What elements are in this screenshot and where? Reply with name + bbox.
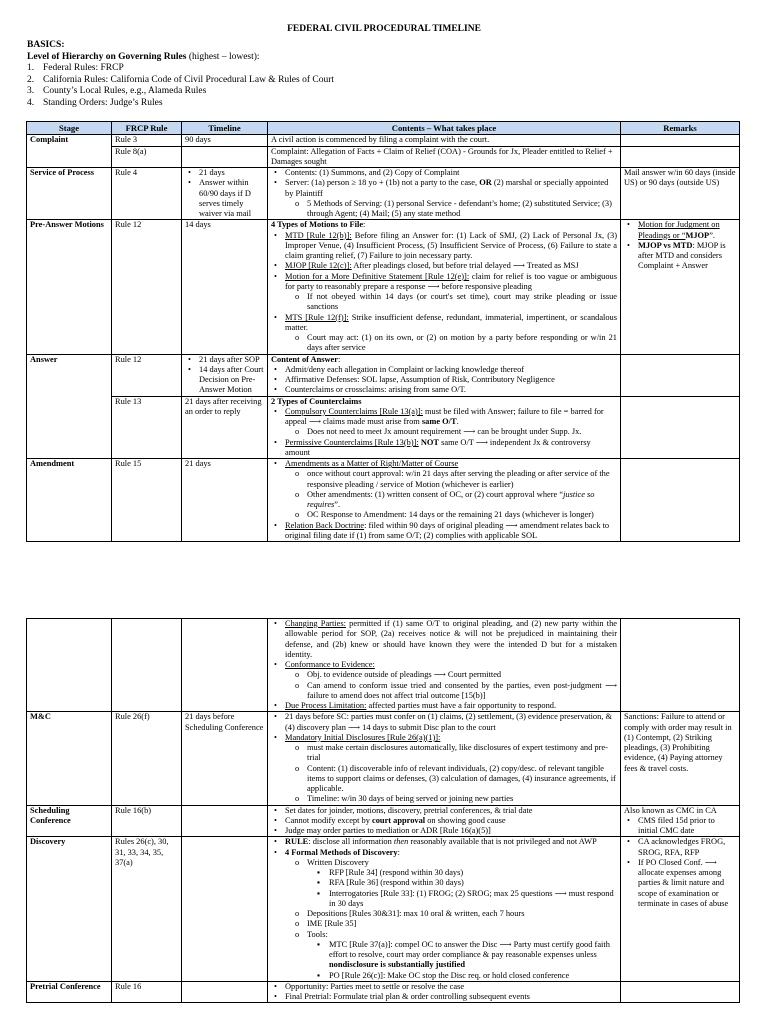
remarks-cell: • CA acknowledges FROG, SROG, RFA, RFP • If PO Closed Conf. ⟶ allocate expenses among parties & limit nature and scope of examination or terminate in cases of abuse [621,837,740,982]
contents-cell: • Amendments as a Matter of Right/Matter of Course o once without court approval: w/in 21 days after serving the pleading or after service of the responsive pleading / service of Motion (whichever is earlier) o Other amendments: (1) written consent of OC, or (2) court approval where “justice so requires”. o OC Response to Amendment: 14 days or the remaining 21 days (whichever is longer) • Relation Back Doctrine: filed within 90 days of original pleading ⟶ amendment relates back to original filing date if (1) from same O/T; (2) complies with applicable SOL [268,459,621,542]
remarks-cell [621,354,740,396]
stage-cell: Scheduling Conference [27,805,112,837]
remarks-cell [621,619,740,712]
stage-cell: Pre-Answer Motions [27,220,112,354]
timeline-cell: • 21 days • Answer within 60/90 days if D serves timely waiver via mail [182,168,268,220]
header-rule: FRCP Rule [112,122,182,135]
basics-heading: BASICS: [27,40,65,50]
contents-cell: • Changing Parties: permitted if (1) same O/T to original pleading, and (2) new party within the allowable period for SOP, (2a) receives notice & will not be prejudiced in maintaining their defense, and (2b) knew or should have known they were the intended D but for a mistaken identity. • Conformance to Evidence: o Obj. to evidence outside of pleadings ⟶ Court permitted o Can amend to conform issue tried and consented by the parties, even post-judgment ⟶ failure to amend does not affect trial outcome [15(b)] • Due Process Limitation: affected parties must have a fair opportunity to respond. [268,619,621,712]
rule-cell: Rule 4 [112,168,182,220]
timeline-table-2 [26,618,740,1003]
table-row [27,146,740,168]
table-row [27,459,740,542]
stage-cell: Complaint [27,135,112,168]
stage-cell: Amendment [27,459,112,542]
contents-cell: • 21 days before SC: parties must confer on (1) claims, (2) settlement, (3) evidence preservation, & (4) discovery plan ⟶ 14 days to submit Disc plan to the court • Mandatory Initial Disclosures [Rule 26(a)(1)]: o must make certain disclosures automatically, like disclosures of expert testimony and pre-trial o Content: (1) discoverable info of relevant individuals, (2) copy/desc. of relevant tangible items to support claims or defenses, (3) calculation of damages, (4) insurance agreements, if applicable. o Timeline: w/in 30 days of being served or joining new parties [268,712,621,805]
rule-cell: Rule 13 [112,396,182,459]
table-row [27,805,740,837]
timeline-cell: 21 days [182,459,268,542]
timeline-cell: 21 days after receiving an order to reply [182,396,268,459]
table-row [27,396,740,459]
stage-cell: Service of Process [27,168,112,220]
table-row [27,220,740,354]
remarks-cell [621,146,740,168]
remarks-cell [621,459,740,542]
rule-cell: Rule 26(f) [112,712,182,805]
header-contents: Contents – What takes place [268,122,621,135]
list-item: 4. Standing Orders: Judge’s Rules [27,97,163,108]
contents-cell: Content of Answer: • Admit/deny each allegation in Complaint or lacking knowledge thereof • Affirmative Defenses: SOL lapse, Assumption of Risk, Contributory Negligence • Counterclaims or crossclaims: arising from same O/T. [268,354,621,396]
contents-cell: • Contents: (1) Summons, and (2) Copy of Complaint • Server: (1a) person ≥ 18 yo + (1b) not a party to the case, OR (2) marshal or specially appointed by Plaintiff o 5 Methods of Serving: (1) personal Service - defendant’s home; (2) substituted Service; (3) through Agent; (4) Mail; (5) any state method [268,168,621,220]
table-row [27,837,740,982]
rule-cell: Rule 16(b) [112,805,182,837]
contents-cell: 4 Types of Motions to File: • MTD [Rule 12(b)]: Before filing an Answer for: (1) Lack of SMJ, (2) Lack of Personal Jx, (3) Improper Venue, (4) Insufficient Process, (5) Insufficient Service of Process, (6) Failure to state a claim granting relief, (7) Failure to join necessary party. • MJOP [Rule 12(c)]: After pleadings closed, but before trial delayed ⟶ Treated as MSJ • Motion for a More Definitive Statement [Rule 12(e)]: claim for relief is too vague or ambiguous for party to reasonably prepare a response ⟶ before responsive pleading o If not obeyed within 14 days (or court's set time), court may strike pleading or issue sanctions • MTS [Rule 12(f)]: Strike insufficient defense, redundant, immaterial, impertinent, or scandalous matter. o Court may act: (1) on its own, or (2) on motion by a party before responding or w/in 21 days after service [268,220,621,354]
contents-cell: • RULE: disclose all information then reasonably available that is not privileged and not AWP • 4 Formal Methods of Discovery: o Written Discovery ▪ RFP [Rule 34] (respond within 30 days) ▪ RFA [Rule 36] (respond within 30 days) ▪ Interrogatories [Rule 33]: (1) FROG; (2) SROG; max 25 questions ⟶ must respond in 30 days o Depositions [Rules 30&31]: max 10 oral & written, each 7 hours o IME [Rule 35] o Tools: ▪ MTC [Rule 37(a)]: compel OC to answer the Disc ⟶ Party must certify good faith effort to resolve, court may order compliance & pay reasonable expenses unless nondisclosure is substantially justified ▪ PO [Rule 26(c)]: Make OC stop the Disc req. or hold closed conference [268,837,621,982]
rule-cell: Rule 15 [112,459,182,542]
remarks-cell [621,135,740,146]
timeline-cell [182,146,268,168]
timeline-cell: 21 days before Scheduling Conference [182,712,268,805]
rule-cell: Rule 8(a) [112,146,182,168]
timeline-cell [182,837,268,982]
timeline-table-1 [26,121,740,542]
timeline-cell [182,619,268,712]
table-row [27,135,740,146]
table-row [27,354,740,396]
timeline-cell [182,805,268,837]
list-item: 1. Federal Rules: FRCP [27,63,124,74]
table-header-row [27,122,740,135]
table-row [27,619,740,712]
contents-cell: • Set dates for joinder, motions, discovery, pretrial conferences, & trial date • Cannot modify except by court approval on showing good cause • Judge may order parties to mediation or ADR [Rule 16(a)(5)] [268,805,621,837]
timeline-cell: 14 days [182,220,268,354]
rule-cell: Rule 16 [112,981,182,1003]
basics-section [27,40,334,109]
table-row [27,712,740,805]
rule-cell [112,619,182,712]
remarks-cell [621,981,740,1003]
header-remarks: Remarks [621,122,740,135]
stage-cell: M&C [27,712,112,805]
rule-cell: Rule 12 [112,220,182,354]
hierarchy-note: (highest – lowest): [186,51,260,62]
stage-cell: Discovery [27,837,112,982]
list-item: 2. California Rules: California Code of Civil Procedural Law & Rules of Court [27,74,335,85]
rule-cell: Rule 3 [112,135,182,146]
list-item: 3. County’s Local Rules, e.g., Alameda Rules [27,86,207,97]
rule-cell: Rules 26(c), 30, 31, 33, 34, 35, 37(a) [112,837,182,982]
contents-cell: • Opportunity: Parties meet to settle or resolve the case • Final Pretrial: Formulate trial plan & order controlling subsequent events [268,981,621,1003]
page-title: FEDERAL CIVIL PROCEDURAL TIMELINE [287,24,481,34]
remarks-cell: Mail answer w/in 60 days (inside US) or 90 days (outside US) [621,168,740,220]
contents-cell: Complaint: Allegation of Facts + Claim of Relief (COA) - Grounds for Jx, Pleader entitled to Relief + Damages sought [268,146,621,168]
timeline-cell [182,981,268,1003]
contents-cell: A civil action is commenced by filing a complaint with the court. [268,135,621,146]
header-timeline: Timeline [182,122,268,135]
remarks-cell [621,396,740,459]
remarks-cell: Sanctions: Failure to attend or comply with order may result in (1) Contempt, (2) Striking pleadings, (3) Prohibiting evidence, (4) Paying attorney fees & travel costs. [621,712,740,805]
table-row [27,168,740,220]
timeline-cell: • 21 days after SOP • 14 days after Court Decision on Pre-Answer Motion [182,354,268,396]
hierarchy-label: Level of Hierarchy on Governing Rules [27,51,187,62]
remarks-cell: Also known as CMC in CA • CMS filed 15d prior to initial CMC date [621,805,740,837]
remarks-cell: • Motion for Judgment on Pleadings or “MJOP”. • MJOP vs MTD: MJOP is after MTD and considers Complaint + Answer [621,220,740,354]
stage-cell: Answer [27,354,112,459]
stage-cell [27,619,112,712]
contents-cell: 2 Types of Counterclaims • Compulsory Counterclaims [Rule 13(a)]: must be filed with Answer; failure to file = barred for appeal ⟶ claims made must arise from same O/T. o Does not need to meet Jx amount requirement ⟶ can be brought under Supp. Jx. • Permissive Counterclaims [Rule 13(b)]: NOT same O/T ⟶ independent Jx & controversy amount [268,396,621,459]
stage-cell: Pretrial Conference [27,981,112,1003]
header-stage: Stage [27,122,112,135]
table-row [27,981,740,1003]
timeline-cell: 90 days [182,135,268,146]
rule-cell: Rule 12 [112,354,182,396]
